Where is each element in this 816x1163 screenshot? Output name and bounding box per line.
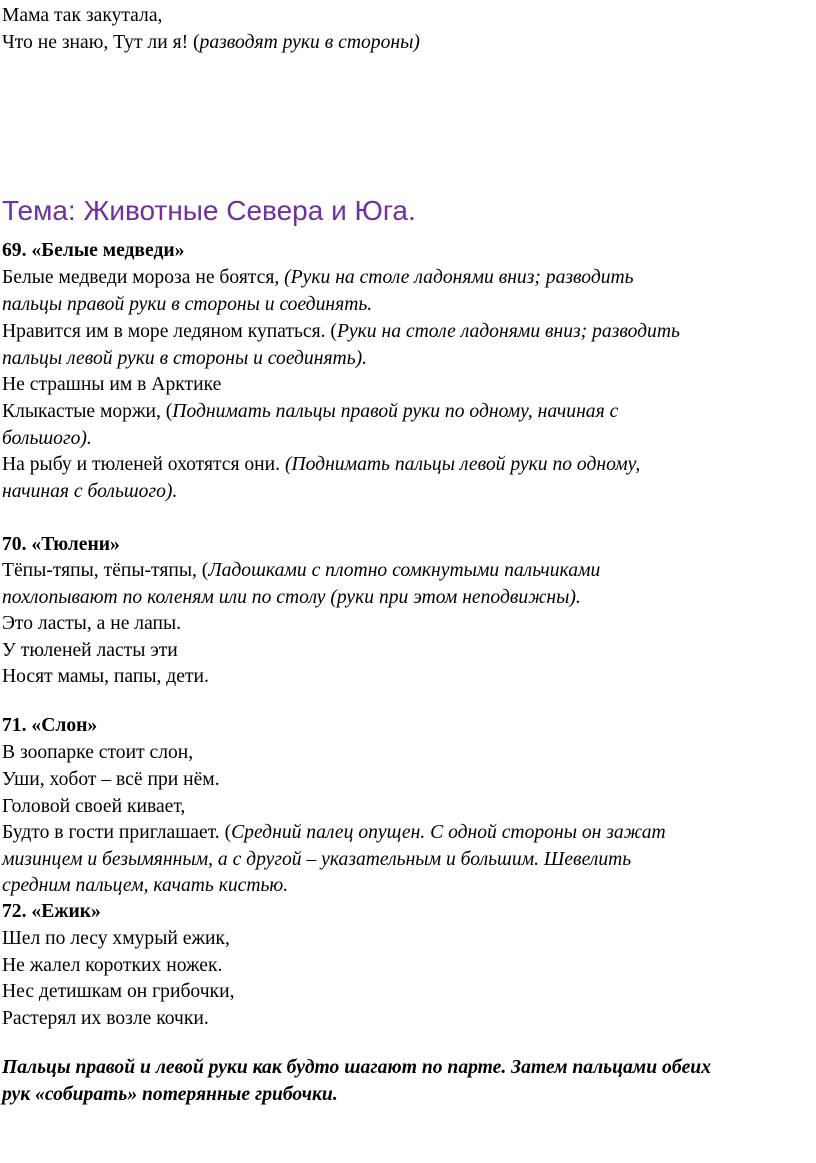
instruction-note: (Руки на столе ладонями вниз; разводить — [284, 267, 634, 288]
instruction-note: Ладошками с плотно сомкнутыми пальчиками — [208, 560, 601, 581]
poem-line: В зоопарке стоит слон, — [2, 742, 194, 763]
section-title: 71. «Слон» — [2, 715, 98, 736]
poem-line: Не жалел коротких ножек. — [2, 955, 223, 976]
instruction-note: Средний палец опущен. С одной стороны он зажат — [231, 822, 666, 843]
instruction-note: мизинцем и безымянным, а с другой – указательным и большим. Шевелить — [2, 849, 632, 870]
instruction-note: Поднимать пальцы правой руки по одному, начиная с — [172, 401, 619, 422]
section-title: 72. «Ежик» — [2, 901, 101, 922]
poem-line: Не страшны им в Арктике — [2, 374, 222, 395]
poem-line: Носят мамы, папы, дети. — [2, 666, 209, 687]
poem-line: Белые медведи мороза не боятся, (Руки на столе ладонями вниз; разводить — [2, 267, 634, 288]
poem-line: Что не знаю, Тут ли я! (разводят руки в стороны) — [2, 32, 420, 53]
poem-line: Шел по лесу хмурый ежик, — [2, 928, 230, 949]
poem-line: Будто в гости приглашает. (Средний палец опущен. С одной стороны он зажат — [2, 822, 666, 843]
poem-line: Нравится им в море ледяном купаться. (Руки на столе ладонями вниз; разводить — [2, 321, 680, 342]
instruction-note: разводят руки в стороны) — [199, 32, 420, 53]
instruction-note: (Поднимать пальцы левой руки по одному, — [284, 454, 641, 475]
poem-line: На рыбу и тюленей охотятся они. (Поднимать пальцы левой руки по одному, — [2, 454, 641, 475]
poem-line: Тёпы-тяпы, тёпы-тяпы, (Ладошками с плотно сомкнутыми пальчиками — [2, 560, 601, 581]
poem-line: У тюленей ласты эти — [2, 640, 178, 661]
poem-line: Нес детишкам он грибочки, — [2, 981, 235, 1002]
instruction-note: Пальцы правой и левой руки как будто шагают по парте. Затем пальцами обеих — [2, 1057, 711, 1078]
poem-line: Растерял их возле кочки. — [2, 1008, 209, 1029]
instruction-note: похлопывают по коленям или по столу (руки при этом неподвижны). — [2, 587, 581, 608]
instruction-note: большого). — [2, 428, 92, 449]
instruction-note: пальцы правой руки в стороны и соединять. — [2, 294, 373, 315]
instruction-note: начиная с большого). — [2, 481, 178, 502]
instruction-note: средним пальцем, качать кистью. — [2, 875, 289, 896]
poem-line: Головой своей кивает, — [2, 796, 186, 817]
topic-heading: Тема: Животные Севера и Юга. — [2, 195, 416, 226]
poem-line: Мама так закутала, — [2, 5, 163, 26]
instruction-note: Руки на столе ладонями вниз; разводить — [336, 321, 680, 342]
poem-line: Клыкастые моржи, (Поднимать пальцы правой руки по одному, начиная с — [2, 401, 619, 422]
instruction-note: пальцы левой руки в стороны и соединять). — [2, 348, 368, 369]
instruction-note: рук «собирать» потерянные грибочки. — [2, 1084, 338, 1105]
poem-line: Это ласты, а не лапы. — [2, 613, 182, 634]
section-title: 70. «Тюлени» — [2, 534, 120, 555]
section-title: 69. «Белые медведи» — [2, 240, 185, 261]
poem-line: Уши, хобот – всё при нём. — [2, 769, 220, 790]
